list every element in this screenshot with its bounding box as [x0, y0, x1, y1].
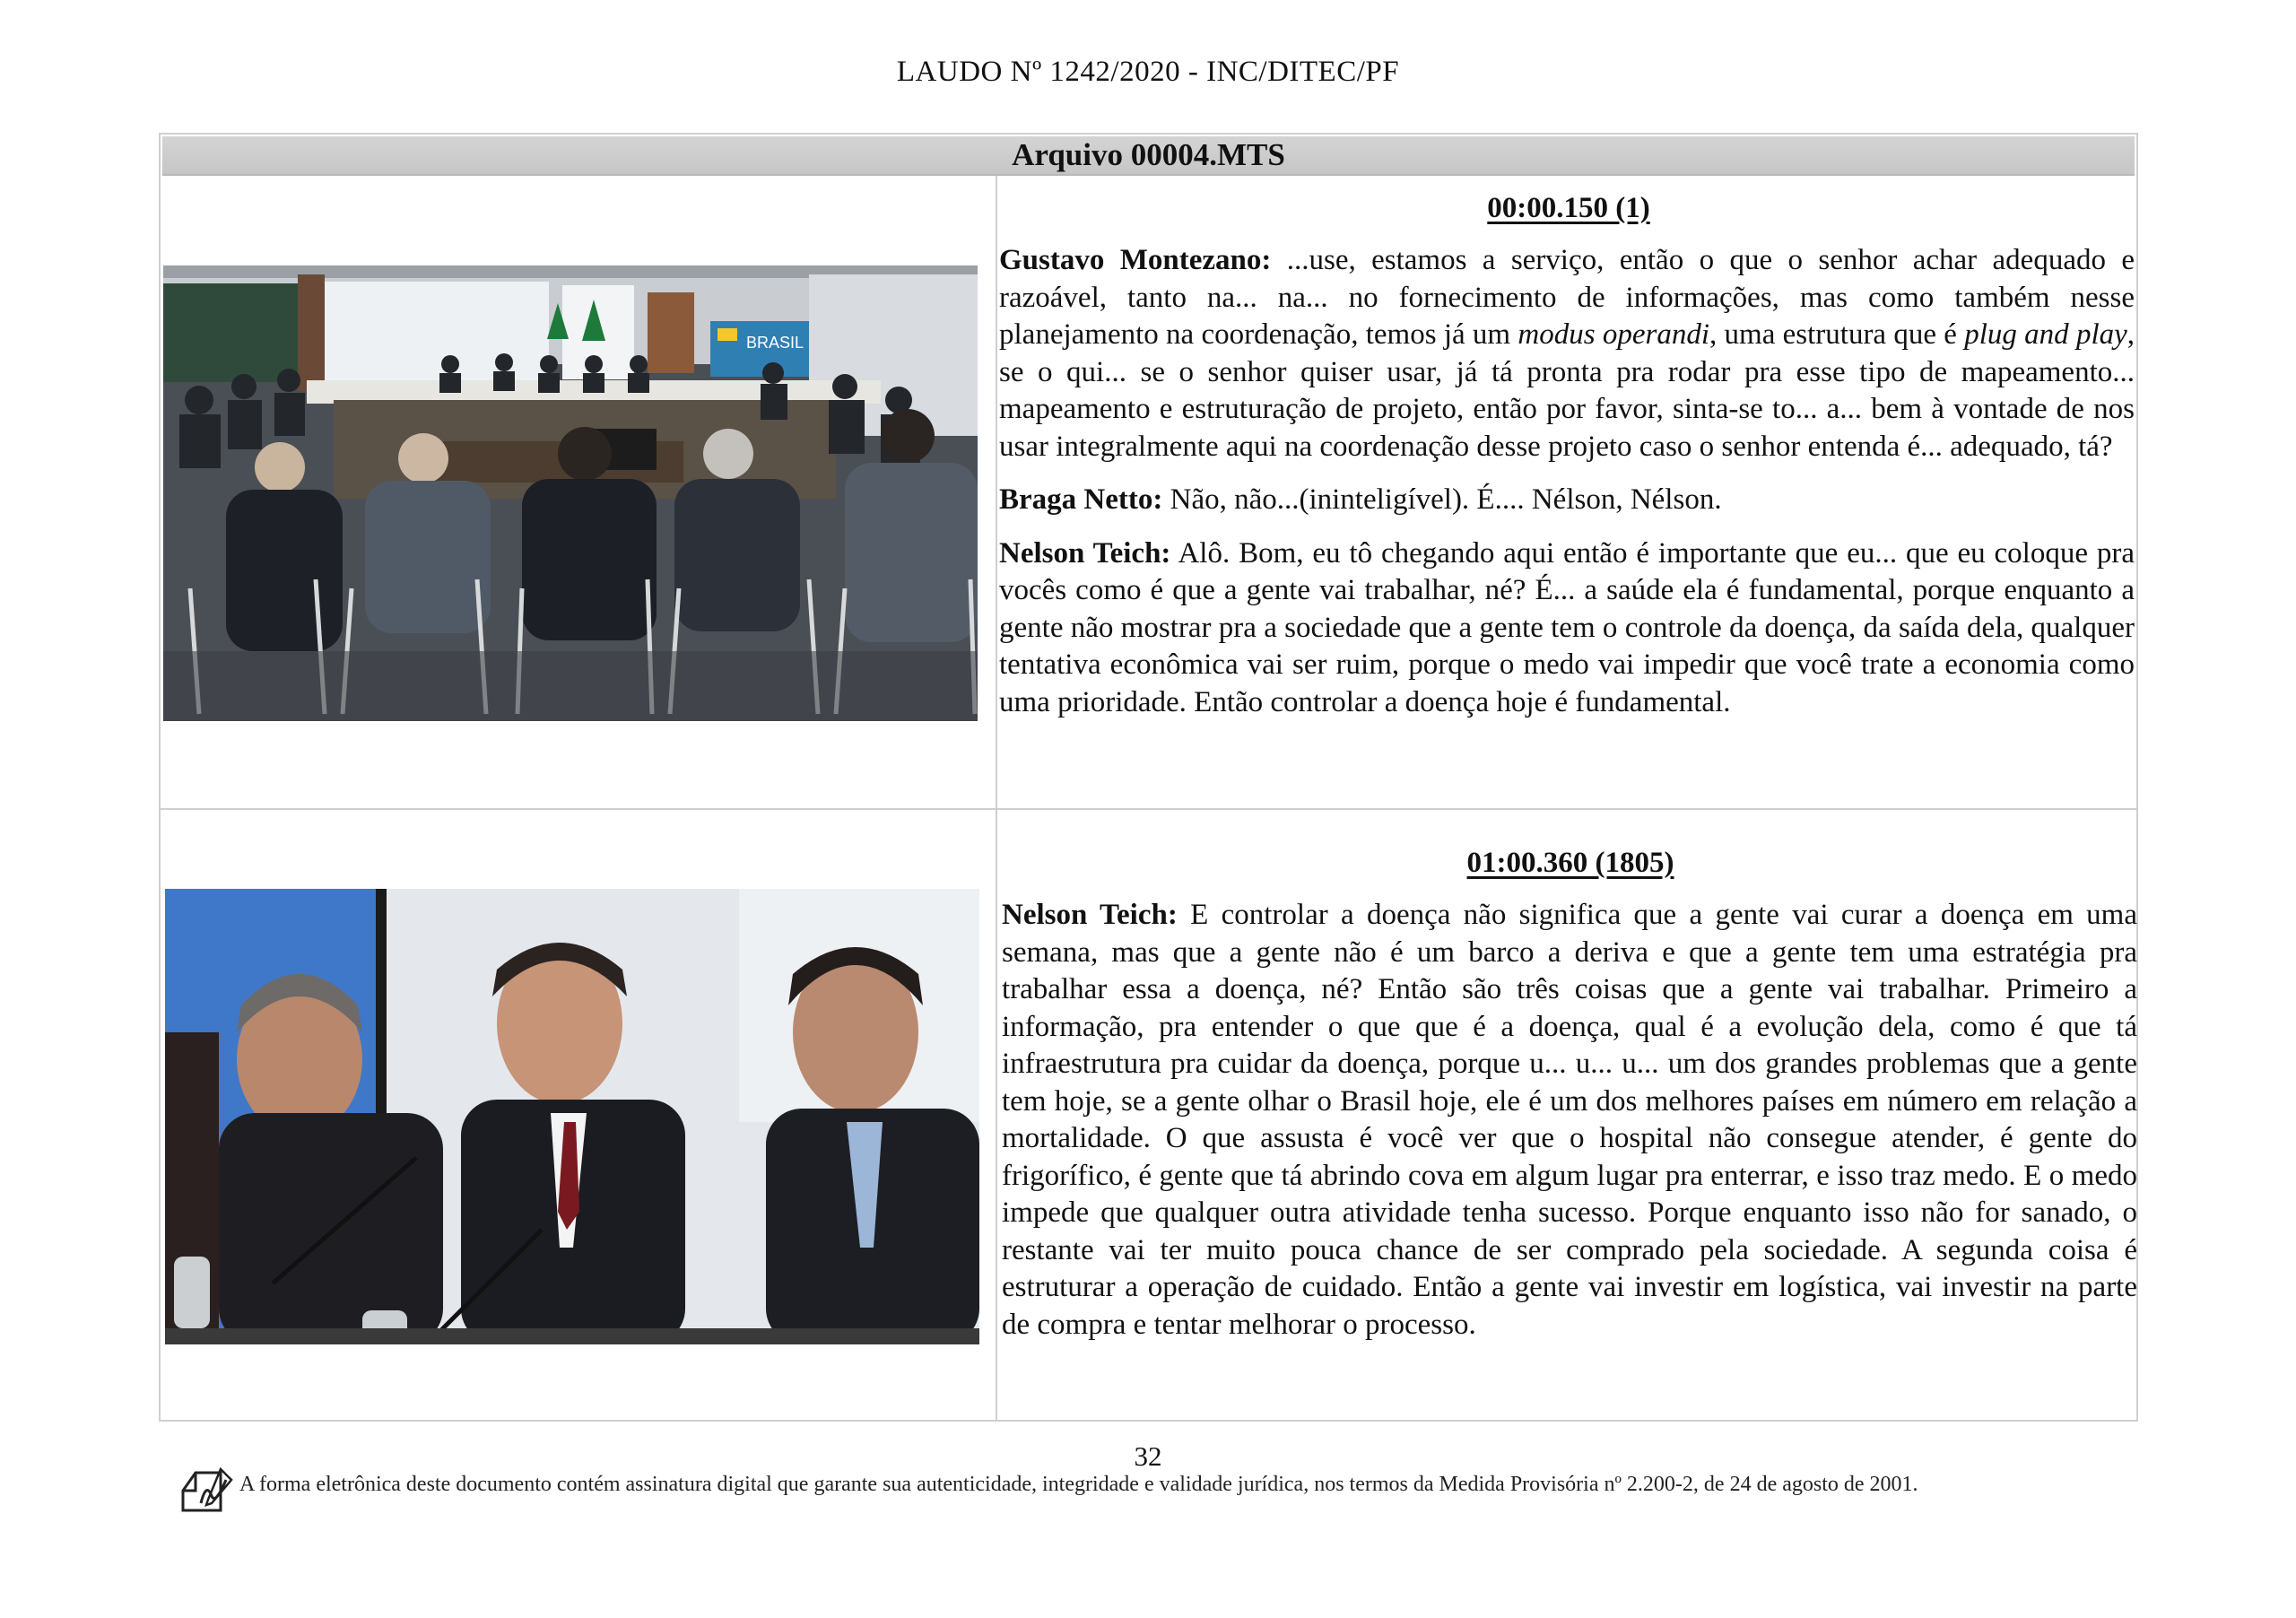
transcript-section-1 — [999, 242, 2135, 737]
transcript-paragraph — [999, 482, 2135, 519]
page-header: LAUDO Nº 1242/2020 - INC/DITEC/PF — [896, 56, 1400, 88]
speech-italic-text: plug and play — [1964, 318, 2127, 351]
row-divider — [161, 808, 2136, 810]
file-title: Arquivo 00004.MTS — [162, 136, 2135, 176]
speaker-name: Gustavo Montezano: — [999, 244, 1272, 276]
speech-text: E controlar a doença não significa que a gente vai curar a doença em uma semana, mas que a gente não é um barco a deriva e que a gente tem uma estratégia pra trabalhar essa a doença, né? Então são três coisas que a gente vai trabalhar. Primeiro a informação, pra entender o que que é a doença, qual é a evolução dela, como é que tá infraestrutura pra cuidar da doença, porque u... u... u... um dos grandes problemas que a gente tem hoje, se a gente olhar o Brasil hoje, ele é um dos melhores países em número em relação a mortalidade. O que assusta é você ver que o hospital não consegue atender, é gente do frigorífico, é gente que tá abrindo cova em algum lugar pra enterrar, e isso traz medo. E o medo impede que qualquer outra atividade tenha sucesso. Porque enquanto isso não for sanado, o restante vai ter muito pouca chance de ser comprado pela sociedade. A segunda coisa é estruturar a operação de cuidado. Então a gente vai investir em logística, vai investir na parte de compra e tentar melhorar o processo. — [1002, 899, 2137, 1341]
speech-text: , se o qui... se o senhor quiser usar, já tá pronta pra rodar pra esse tipo de mapeamento... mapeamento e estruturação de projeto, então por favor, sinta-se to... a... bem à vontade de nos usar integralmente aqui na coordenação desse projeto caso o senhor entenda é... adequado, tá? — [999, 318, 2135, 463]
signature-notice: A forma eletrônica deste documento contém assinatura digital que garante sua autenticidade, integridade e validade jurídica, nos termos da Medida Provisória nº 2.200-2, de 24 de agosto de 2001. — [239, 1473, 1918, 1496]
transcript-paragraph — [1002, 897, 2137, 1344]
meeting-photo-1 — [163, 265, 978, 721]
speech-text: Não, não...(ininteligível). É.... Nélson, Nélson. — [1162, 483, 1722, 516]
transcript-paragraph — [999, 242, 2135, 465]
speaker-name: Nelson Teich: — [1002, 899, 1178, 931]
timestamp-2: 01:00.360 (1805) — [1466, 847, 1674, 879]
transcript-paragraph — [999, 535, 2135, 722]
brasil-banner-text: BRASIL — [746, 334, 804, 352]
speaker-name: Nelson Teich: — [999, 536, 1171, 570]
column-divider — [996, 176, 997, 1422]
page-number: 32 — [1134, 1440, 1162, 1472]
speech-italic-text: modus operandi — [1518, 318, 1709, 351]
speech-text: ...use, estamos a serviço, então o que o senhor achar adequado e razoável, tanto na... na... no fornecimento de informações, mas como também nesse planejamento na coordenação, temos já um — [999, 244, 2135, 351]
timestamp-1: 00:00.150 (1) — [1487, 192, 1650, 224]
digital-signature-icon — [176, 1464, 235, 1518]
speech-text: Alô. Bom, eu tô chegando aqui então é importante que eu... que eu coloque pra vocês como é que a gente vai trabalhar, né? É... a saúde ela é fundamental, porque enquanto a gente não mostrar pra a sociedade que a gente tem o controle da doença, da saída dela, qualquer tentativa econômica vai ser ruim, porque o medo vai impedir que você trate a economia como uma prioridade. Então controlar a doença hoje é fundamental. — [999, 536, 2135, 718]
meeting-photo-2 — [165, 889, 979, 1344]
transcript-section-2 — [1002, 897, 2137, 1360]
speech-text: , uma estrutura que é — [1709, 318, 1965, 351]
speaker-name: Braga Netto: — [999, 483, 1163, 516]
